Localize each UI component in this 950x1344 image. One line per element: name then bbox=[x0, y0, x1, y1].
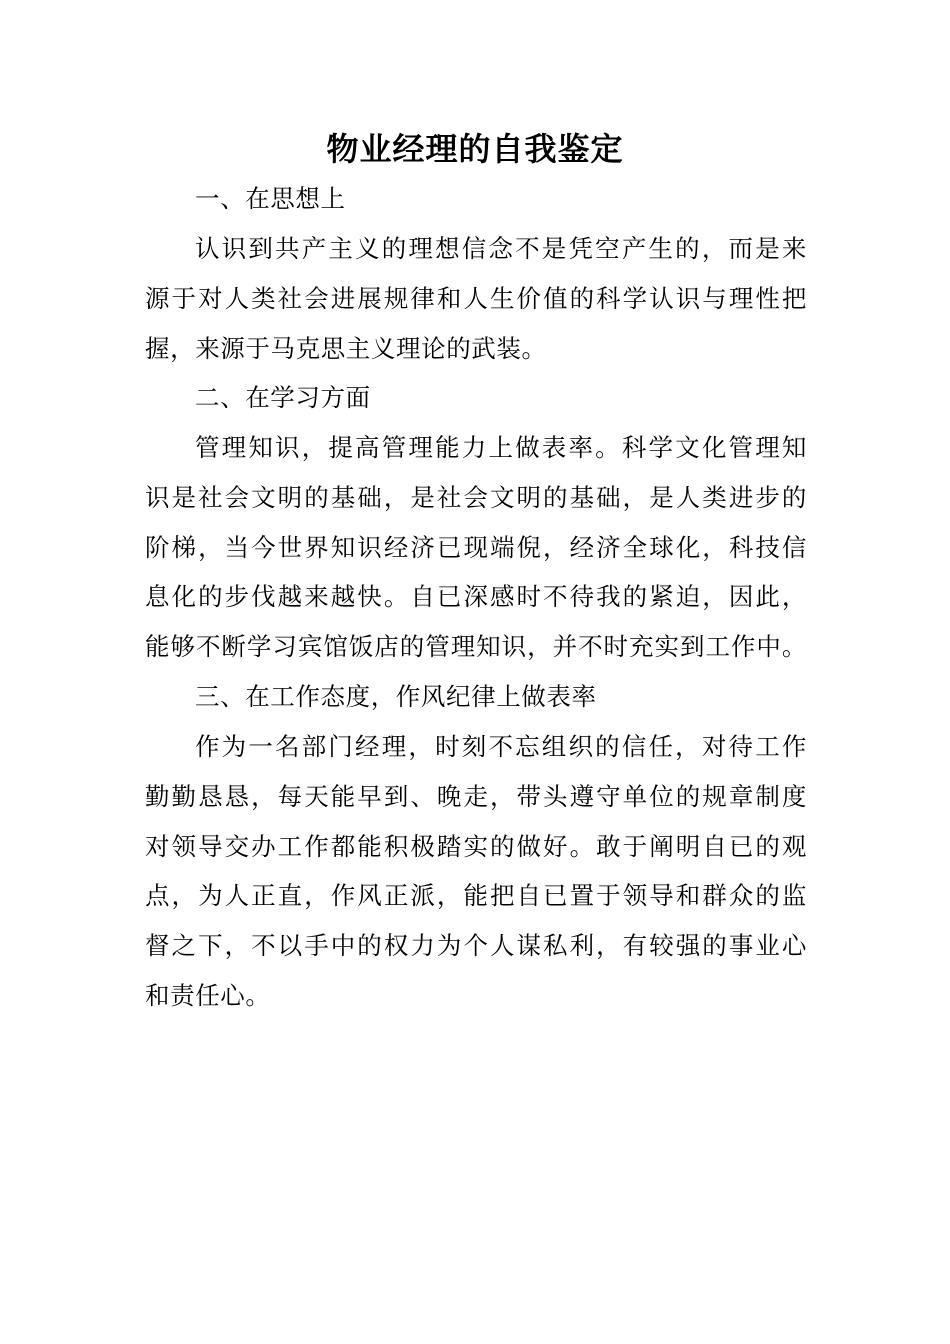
paragraph-line: 对领导交办工作都能积极踏实的做好。敢于阐明自已的观 bbox=[145, 832, 807, 861]
paragraph-line: 督之下，不以手中的权力为个人谋私利，有较强的事业心 bbox=[145, 931, 807, 960]
paragraph-line: 识是社会文明的基础，是社会文明的基础，是人类进步的 bbox=[145, 483, 807, 512]
paragraph-line: 点，为人正直，作风正派，能把自已置于领导和群众的监 bbox=[145, 881, 807, 910]
paragraph-line: 管理知识，提高管理能力上做表率。科学文化管理知 bbox=[195, 433, 807, 462]
section-heading-thought: 一、在思想上 bbox=[195, 184, 346, 213]
paragraph-line: 能够不断学习宾馆饭店的管理知识，并不时充实到工作中。 bbox=[145, 632, 807, 661]
paragraph-line: 阶梯，当今世界知识经济已现端倪，经济全球化，科技信 bbox=[145, 533, 807, 562]
document-title: 物业经理的自我鉴定 bbox=[326, 130, 624, 168]
paragraph-line: 和责任心。 bbox=[145, 981, 271, 1010]
paragraph-line: 握，来源于马克思主义理论的武装。 bbox=[145, 334, 547, 363]
paragraph-line: 源于对人类社会进展规律和人生价值的科学认识与理性把 bbox=[145, 284, 807, 313]
paragraph-line: 勤勤恳恳，每天能早到、晚走，带头遵守单位的规章制度 bbox=[145, 782, 807, 811]
section-heading-work-attitude: 三、在工作态度，作风纪律上做表率 bbox=[195, 682, 597, 711]
paragraph-line: 认识到共产主义的理想信念不是凭空产生的，而是来 bbox=[195, 234, 807, 263]
paragraph-line: 息化的步伐越来越快。自已深感时不待我的紧迫，因此， bbox=[145, 582, 807, 611]
paragraph-line: 作为一名部门经理，时刻不忘组织的信任，对待工作 bbox=[195, 732, 807, 761]
section-heading-study: 二、在学习方面 bbox=[195, 383, 371, 412]
